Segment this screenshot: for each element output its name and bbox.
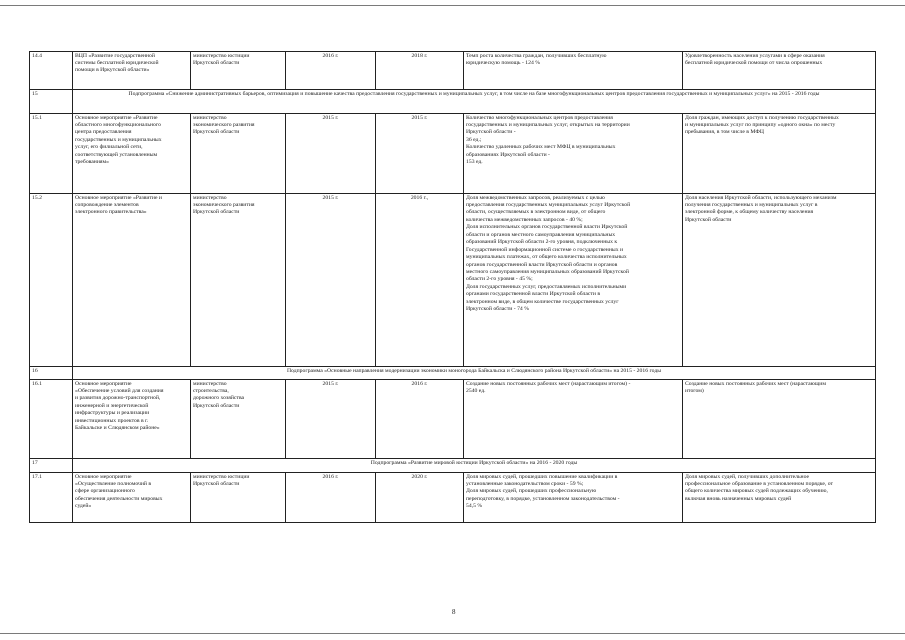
start-year: 2015 г. xyxy=(286,114,376,194)
target-indicators: Создание новых постоянных рабочих мест (нарастающим итогом) - 2540 ед. xyxy=(464,380,683,459)
end-year: 2020 г. xyxy=(376,473,464,523)
table-row xyxy=(30,52,876,90)
executor: министерство юстиции Иркутской области xyxy=(191,473,286,523)
target-indicators: Доля мировых судей, прошедших повышение квалификации в установленные законодательством сроки - 59 %; Доля мировых судей, прошедших профессиональную переподготовку, в порядке, установленном законодательством - 54,5 % xyxy=(464,473,683,523)
end-year: 2016 г., xyxy=(376,194,464,367)
start-year: 2015 г. xyxy=(286,380,376,459)
row-number: 15.1 xyxy=(30,114,73,194)
measure-name: Основное мероприятие «Обеспечение условий для создания и развития дорожно-транспортной, инженерной и энергетической инфраструктуры и реализации инвестиционных проектов в г. Байкальске и Слюдянском районе» xyxy=(73,380,191,459)
measure-name: ВЦП «Развитие государственной системы бесплатной юридической помощи в Иркутской области» xyxy=(73,52,191,90)
row-number: 17.1 xyxy=(30,473,73,523)
subprogram-row xyxy=(30,367,876,380)
end-year: 2016 г. xyxy=(376,380,464,459)
row-number: 16.1 xyxy=(30,380,73,459)
target-indicators: Темп роста количества граждан, получивших бесплатную юридическую помощь - 124 % xyxy=(464,52,683,90)
executor: министерство экономического развития Иркутской области xyxy=(191,194,286,367)
page-number: 8 xyxy=(452,608,456,616)
subprogram-title: Подпрограмма «Основные направления модернизации экономики моногорода Байкальска и Слюдянского района Иркутской области» на 2015 - 2016 годы xyxy=(73,367,876,380)
start-year: 2016 г. xyxy=(286,473,376,523)
measure-name: Основное мероприятие «Развитие и сопровождение элементов электронного правительства» xyxy=(73,194,191,367)
target-indicators: Количество многофункциональных центров предоставления государственных и муниципальных услуг, открытых на территории Иркутской области - 36 ед.; Количество удаленных рабочих мест МФЦ в муниципальных образованиях Иркутской области - 153 ед. xyxy=(464,114,683,194)
subprogram-title: Подпрограмма «Снижение административных барьеров, оптимизация и повышение качества предоставления государственных и муниципальных услуг, в том числе на базе многофункциональных центров предоставления государственных и муниципальных услуг» на 2015 - 2016 годы xyxy=(73,90,876,114)
scan-top-edge xyxy=(0,5,905,6)
end-year: 2018 г. xyxy=(376,52,464,90)
measure-name: Основное мероприятие «Развитие областного многофункционального центра предоставления государственных и муниципальных услуг, его филиальной сети, соответствующей установленным требованиям» xyxy=(73,114,191,194)
executor: министерство юстиции Иркутской области xyxy=(191,52,286,90)
executor: министерство экономического развития Иркутской области xyxy=(191,114,286,194)
end-year: 2015 г. xyxy=(376,114,464,194)
executor: министерство строительства, дорожного хозяйства Иркутской области xyxy=(191,380,286,459)
start-year: 2016 г. xyxy=(286,52,376,90)
table-row xyxy=(30,114,876,194)
table-row xyxy=(30,473,876,523)
program-measures-table xyxy=(29,51,876,523)
row-number: 16 xyxy=(30,367,73,380)
table-row xyxy=(30,194,876,367)
expected-results: Доля мировых судей, получивших дополнительное профессиональное образование в установленном порядке, от общего количества мировых судей подлежащих обучению, включая вновь назначенных мировых судей xyxy=(683,473,876,523)
subprogram-title: Подпрограмма «Развитие мировой юстиции Иркутской области» на 2016 - 2020 годы xyxy=(73,459,876,473)
row-number: 17 xyxy=(30,459,73,473)
expected-results: Создание новых постоянных рабочих мест (нарастающим итогом) xyxy=(683,380,876,459)
subprogram-row xyxy=(30,90,876,114)
expected-results: Доля граждан, имеющих доступ к получению государственных и муниципальных услуг по принципу «одного окна» по месту пребывания, в том числе в МФЦ xyxy=(683,114,876,194)
target-indicators: Доля межведомственных запросов, реализуемых с целью предоставления государственных муниципальных услуг Иркутской области, осуществляемых в электронном виде, от общего количества межведомственных запросов - 40 %; Доля исполнительных органов государственной власти Иркутской области и органов местного самоуправления муниципальных образований Иркутской области 2-го уровня, подключенных к Государственной информационной системе о государственных и муниципальных платежах, от общего количества исполнительных органов государственной власти Иркутской области и органов местного самоуправления муниципальных образований Иркутской области 2-го уровня - 45 %; Доля государственных услуг, предоставляемых исполнительными органами государственной власти Иркутской области в электронном виде, в общем количестве государственных услуг Иркутской области - 74 % xyxy=(464,194,683,367)
measure-name: Основное мероприятие «Осуществление полномочий в сфере организационного обеспечения деятельности мировых судей» xyxy=(73,473,191,523)
row-number: 14.4 xyxy=(30,52,73,90)
row-number: 15 xyxy=(30,90,73,114)
expected-results: Доля населения Иркутской области, использующего механизм получения государственных и муниципальных услуг в электронной форме, к общему количеству населения Иркутской области xyxy=(683,194,876,367)
start-year: 2015 г. xyxy=(286,194,376,367)
scan-bottom-edge xyxy=(0,633,905,634)
subprogram-row xyxy=(30,459,876,473)
expected-results: Удовлетворенность населения услугами в сфере оказания бесплатной юридической помощи от числа опрошенных xyxy=(683,52,876,90)
row-number: 15.2 xyxy=(30,194,73,367)
table-row xyxy=(30,380,876,459)
